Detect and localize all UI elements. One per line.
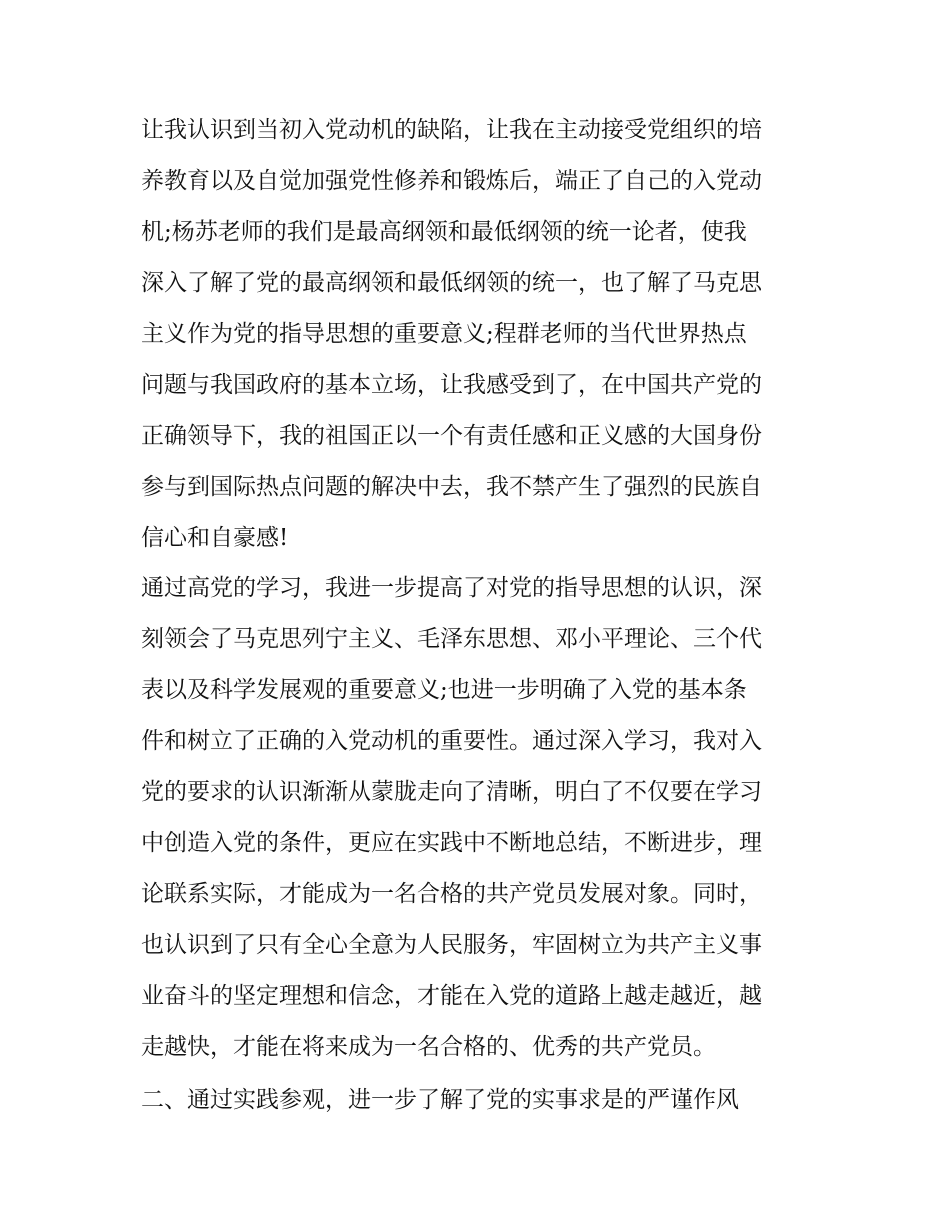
text-line: 主义作为党的指导思想的重要意义;程群老师的当代世界热点 <box>141 321 747 347</box>
text-line: 业奋斗的坚定理想和信念，才能在入党的道路上越走越近，越 <box>141 983 762 1009</box>
text-line: 件和树立了正确的入党动机的重要性。通过深入学习，我对入 <box>141 728 762 754</box>
text-line: 参与到国际热点问题的解决中去，我不禁产生了强烈的民族自 <box>141 474 762 500</box>
text-line: 论联系实际，才能成为一名合格的共产党员发展对象。同时， <box>141 881 762 907</box>
text-line: 信心和自豪感! <box>141 525 289 551</box>
text-line: 中创造入党的条件，更应在实践中不断地总结，不断进步，理 <box>141 830 762 856</box>
text-line: 党的要求的认识渐渐从蒙胧走向了清晰，明白了不仅要在学习 <box>141 779 762 805</box>
text-line: 让我认识到当初入党动机的缺陷，让我在主动接受党组织的培 <box>141 117 762 143</box>
text-line: 刻领会了马克思列宁主义、毛泽东思想、邓小平理论、三个代 <box>141 626 762 652</box>
text-line: 通过高党的学习，我进一步提高了对党的指导思想的认识，深 <box>141 575 762 601</box>
text-line: 正确领导下，我的祖国正以一个有责任感和正义感的大国身份 <box>141 423 762 449</box>
text-line: 表以及科学发展观的重要意义;也进一步明确了入党的基本条 <box>141 677 747 703</box>
text-line: 也认识到了只有全心全意为人民服务，牢固树立为共产主义事 <box>141 932 762 958</box>
section-heading: 二、通过实践参观，进一步了解了党的实事求是的严谨作风 <box>141 1087 739 1113</box>
text-line: 问题与我国政府的基本立场，让我感受到了，在中国共产党的 <box>141 372 762 398</box>
text-line: 深入了解了党的最高纲领和最低纲领的统一，也了解了马克思 <box>141 270 762 296</box>
text-line: 机;杨苏老师的我们是最高纲领和最低纲领的统一论者，使我 <box>141 219 747 245</box>
text-line: 走越快，才能在将来成为一名合格的、优秀的共产党员。 <box>141 1034 716 1060</box>
text-line: 养教育以及自觉加强党性修养和锻炼后，端正了自己的入党动 <box>141 168 762 194</box>
